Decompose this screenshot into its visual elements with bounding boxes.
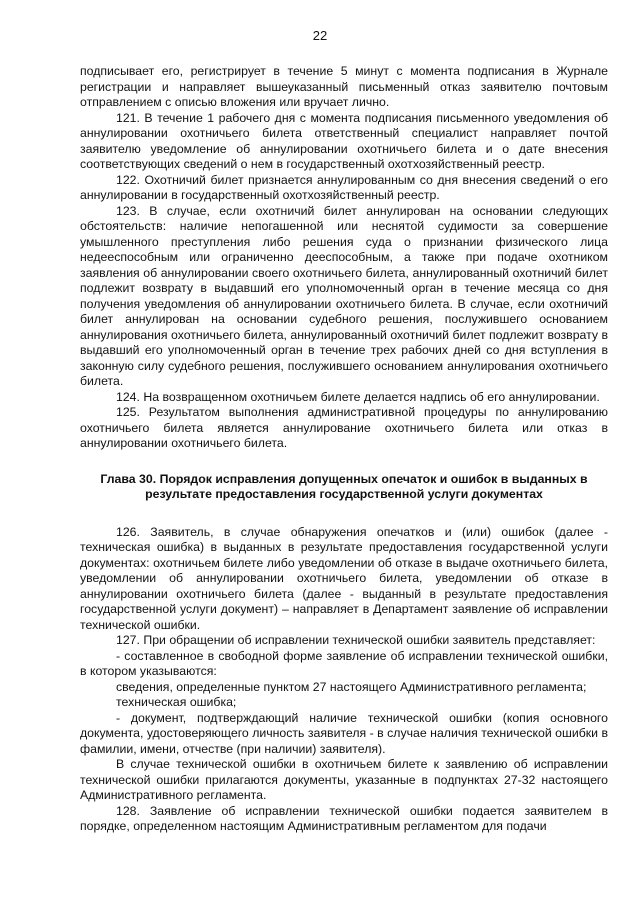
paragraph-127-subitem-2: техническая ошибка; (116, 695, 237, 709)
paragraph-continuation: подписывает его, регистрирует в течение 5 минут с момента подписания в Журнале регистрации и направляет вышеуказанный письменный отказ заявителю почтовым отправлением с описью вложения или вручает лично. (80, 64, 608, 109)
paragraph-121: 121. В течение 1 рабочего дня с момента подписания письменного уведомления об аннулировании охотничьего билета ответственный специалист направляет почтой заявителю уведомление об аннулировании охотничьего билета и о дате внесения соответствующих сведений о нем в государственный охотхозяйственный реестр. (80, 110, 608, 171)
paragraph-128: 128. Заявление об исправлении технической ошибки подается заявителем в порядке, определенном настоящим Административным регламентом для подачи (80, 803, 608, 833)
paragraph-124: 124. На возвращенном охотничьем билете делается надпись об его аннулировании. (116, 389, 600, 404)
paragraph-127-item-1: - составленное в свободной форме заявление об исправлении технической ошибки, в котором указываются: (80, 648, 608, 678)
paragraph-127-note: В случае технической ошибки в охотничьем билете к заявлению об исправлении технической ошибки прилагаются документы, указанные в подпунктах 27-32 настоящего Административного регламента. (80, 757, 608, 802)
paragraph-127: 127. При обращении об исправлении технической ошибки заявитель представляет: (116, 633, 596, 647)
document-body (80, 64, 608, 835)
paragraph-125: 125. Результатом выполнения административной процедуры по аннулированию охотничьего билета является аннулирование охотничьего билета или отказ в аннулировании охотничьего билета. (80, 405, 608, 450)
paragraph-122: 122. Охотничий билет признается аннулированным со дня внесения сведений о его аннулировании в государственный охотхозяйственный реестр. (80, 172, 608, 202)
paragraph-126: 126. Заявитель, в случае обнаружения опечатков и (или) ошибок (далее - техническая ошибка) в выданных в результате предоставления государственной услуги документах: охотничьем билете либо уведомлении об отказе в выдаче охотничьего билета, уведомлении об аннулировании охотничьего билета, уведомлении об отказе в аннулировании охотничьего билета (далее - выданный в результате предоставления государственной услуги документ) – направляет в Департамент заявление об исправлении технической ошибки. (80, 524, 608, 632)
paragraph-127-item-2: - документ, подтверждающий наличие технической ошибки (копия основного документа, удостоверяющего личность заявителя - в случае наличия технической ошибки в фамилии, имени, отчестве (при наличии) заявителя). (80, 710, 608, 756)
paragraph-127-subitem-1: сведения, определенные пунктом 27 настоящего Административного регламента; (116, 679, 587, 694)
chapter-heading: Глава 30. Порядок исправления допущенных опечаток и ошибок в выданных в результате предоставления государственной услуги документах (100, 471, 588, 501)
paragraph-123: 123. В случае, если охотничий билет аннулирован на основании следующих обстоятельств: наличие непогашенной или неснятой судимости за совершение умышленного преступления либо решения суда о признании физического лица недееспособным или ограниченно дееспособным, а также при подаче охотником заявления об аннулировании своего охотничьего билета, аннулированный охотничий билет подлежит возврату в выдавший его уполномоченный орган в течение месяца со дня получения уведомления об аннулировании охотничьего билета. В случае, если охотничий билет аннулирован на основании судебного решения, послужившего основанием аннулирования охотничьего билета, аннулированный охотничий билет подлежит возврату в выдавший его уполномоченный орган в течение трех рабочих дней со дня вступления в законную силу судебного решения, послужившего основанием аннулирования охотничьего билета. (80, 203, 608, 388)
page-number: 22 (312, 28, 328, 43)
